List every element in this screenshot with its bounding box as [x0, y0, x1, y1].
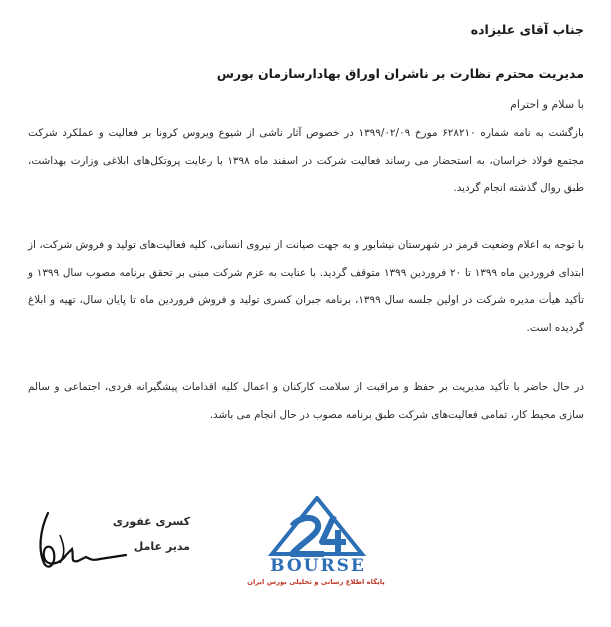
bourse-logo-icon — [262, 496, 372, 558]
paragraph-2: با توجه به اعلام وضعیت قرمز در شهرستان نیشابور و به جهت صیانت از نیروی انسانی، کلیه فعالیت‌های تولید و فروش شرکت، از ابتدای فروردین ماه ۱۳۹۹ تا ۲۰ فروردین ۱۳۹۹ متوقف گردید. با عنایت به عزم شرکت مبنی بر تحقق برنامه مصوب سال ۱۳۹۹ و تأکید هیأت مدیره شرکت در اولین جلسه سال ۱۳۹۹، برنامه جبران کسری تولید و فروش فروردین ماه تا پایان سال، تهیه و ابلاغ گردیده است. — [28, 239, 584, 334]
addressee: جناب آقای علیزاده — [470, 22, 584, 37]
greeting: با سلام و احترام — [510, 98, 584, 111]
recipient-org: مدیریت محترم نظارت بر ناشران اوراق بهادارسازمان بورس — [216, 66, 584, 81]
logo-wordmark: BOURSE — [270, 556, 366, 576]
paragraph-3: در حال حاضر با تأکید مدیریت بر حفظ و مراقبت از سلامت کارکنان و اعمال کلیه اقدامات پیشگیرانه فردی، اجتماعی و سالم سازی محیط کار، تمامی فعالیت‌های شرکت طبق برنامه مصوب در حال انجام می باشد. — [28, 381, 584, 421]
logo-tagline: پایگاه اطلاع رسانی و تحلیلی بورس ایران — [247, 578, 385, 586]
bourse-watermark-logo — [236, 496, 396, 596]
signer-title: مدیر عامل — [133, 540, 190, 553]
signer-name: کسری غفوری — [112, 515, 190, 528]
paragraph-1: بازگشت به نامه شماره ۶۲۸۲۱۰ مورخ ۱۳۹۹/۰۲/۰۹ در خصوص آثار ناشی از شیوع ویروس کرونا بر فعالیت و عملکرد شرکت مجتمع فولاد خراسان، به استحضار می رساند فعالیت شرکت در اسفند ماه ۱۳۹۸ با رعایت پروتکل‌های ابلاغی وزارت بهداشت، طبق روال گذشته انجام گردید. — [28, 127, 585, 194]
signature-block — [30, 505, 190, 575]
